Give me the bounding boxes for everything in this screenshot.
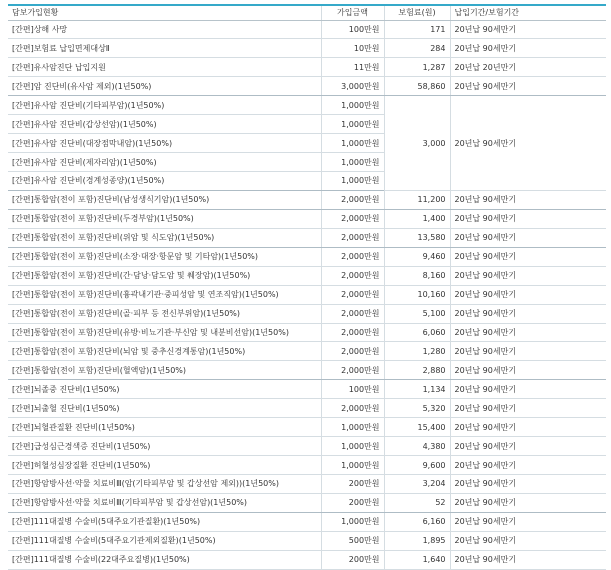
table-row: [8, 512, 606, 531]
coverage-amount: 2,000만원: [321, 209, 384, 228]
coverage-premium: 1,134: [384, 380, 450, 399]
table-row: [8, 228, 606, 247]
coverage-amount: 1,000만원: [321, 172, 384, 191]
coverage-period: 20년납 90세만기: [450, 20, 606, 39]
coverage-period: 20년납 90세만기: [450, 39, 606, 58]
coverage-period: 20년납 90세만기: [450, 475, 606, 494]
coverage-premium: 11,200: [384, 190, 450, 209]
table-row: [8, 323, 606, 342]
coverage-amount: 2,000만원: [321, 190, 384, 209]
coverage-premium: 284: [384, 39, 450, 58]
table-row: [8, 361, 606, 380]
coverage-premium: 52: [384, 493, 450, 512]
coverage-name: [간편]통합암(전이 포함)진단비(소장·대장·항문암 및 기타암)(1년50%): [8, 247, 321, 266]
table-row: [8, 531, 606, 550]
table-row: [8, 209, 606, 228]
table-row: [8, 399, 606, 418]
coverage-premium: 4,380: [384, 437, 450, 456]
table-row: [8, 247, 606, 266]
coverage-name: [간편]유사암 진단비(제자리암)(1년50%): [8, 153, 321, 172]
coverage-premium: 13,580: [384, 228, 450, 247]
coverage-period: 20년납 90세만기: [450, 456, 606, 475]
coverage-name: [간편]뇌졸중 진단비(1년50%): [8, 380, 321, 399]
coverage-amount: 2,000만원: [321, 228, 384, 247]
coverage-amount: 10만원: [321, 39, 384, 58]
table-row: [8, 342, 606, 361]
coverage-amount: 100만원: [321, 20, 384, 39]
coverage-name: [간편]통합암(전이 포함)진단비(골·피부 등 전신부위암)(1년50%): [8, 304, 321, 323]
coverage-premium: 58,860: [384, 77, 450, 96]
coverage-name: [간편]111대질병 수술비(22대주요질병)(1년50%): [8, 550, 321, 569]
coverage-name: [간편]통합암(전이 포함)진단비(유방·비뇨기관·부신암 및 내분비선암)(1년50%): [8, 323, 321, 342]
coverage-amount: 200만원: [321, 550, 384, 569]
coverage-amount: 1,000만원: [321, 153, 384, 172]
table-row: [8, 418, 606, 437]
header-amount: 가입금액: [321, 5, 384, 20]
coverage-amount: 1,000만원: [321, 418, 384, 437]
coverage-name: [간편]급성심근경색증 진단비(1년50%): [8, 437, 321, 456]
coverage-period: 20년납 90세만기: [450, 190, 606, 209]
coverage-amount: 1,000만원: [321, 134, 384, 153]
coverage-amount: 500만원: [321, 531, 384, 550]
coverage-premium: 10,160: [384, 285, 450, 304]
coverage-name: [간편]유사암 진단비(갑상선암)(1년50%): [8, 115, 321, 134]
coverage-premium: 8,160: [384, 266, 450, 285]
coverage-name: [간편]항암방사선·약물 치료비Ⅲ(암(기타피부암 및 갑상선암 제외))(1년50%): [8, 475, 321, 494]
coverage-amount: 11만원: [321, 58, 384, 77]
header-period: 납입기간/보험기간: [450, 5, 606, 20]
coverage-table: [8, 4, 606, 570]
coverage-premium: 1,640: [384, 550, 450, 569]
coverage-name: [간편]항암방사선·약물 치료비Ⅲ(기타피부암 및 갑상선암)(1년50%): [8, 493, 321, 512]
coverage-period: 20년납 20년만기: [450, 58, 606, 77]
coverage-amount: 2,000만원: [321, 361, 384, 380]
table-header-row: [8, 5, 606, 20]
coverage-amount: 3,000만원: [321, 77, 384, 96]
table-row: [8, 77, 606, 96]
coverage-period: 20년납 90세만기: [450, 247, 606, 266]
coverage-period: 20년납 90세만기: [450, 323, 606, 342]
coverage-name: [간편]허혈성심장질환 진단비(1년50%): [8, 456, 321, 475]
coverage-name: [간편]통합암(전이 포함)진단비(간·담낭·담도암 및 췌장암)(1년50%): [8, 266, 321, 285]
coverage-period-merged: 20년납 90세만기: [450, 96, 606, 191]
table-row: [8, 304, 606, 323]
coverage-amount: 2,000만원: [321, 247, 384, 266]
coverage-premium: 1,400: [384, 209, 450, 228]
coverage-name: [간편]암 진단비(유사암 제외)(1년50%): [8, 77, 321, 96]
coverage-premium-merged: 3,000: [384, 96, 450, 191]
header-premium: 보험료(원): [384, 5, 450, 20]
coverage-period: 20년납 90세만기: [450, 361, 606, 380]
coverage-premium: 3,204: [384, 475, 450, 494]
coverage-name: [간편]상해 사망: [8, 20, 321, 39]
table-row: [8, 39, 606, 58]
coverage-period: 20년납 90세만기: [450, 342, 606, 361]
coverage-amount: 200만원: [321, 475, 384, 494]
table-row: [8, 550, 606, 569]
coverage-name: [간편]통합암(전이 포함)진단비(흉곽내기관·중피성암 및 연조직암)(1년50%): [8, 285, 321, 304]
coverage-period: 20년납 90세만기: [450, 380, 606, 399]
table-row: [8, 96, 606, 115]
coverage-amount: 2,000만원: [321, 342, 384, 361]
coverage-period: 20년납 90세만기: [450, 266, 606, 285]
coverage-name: [간편]통합암(전이 포함)진단비(혈액암)(1년50%): [8, 361, 321, 380]
coverage-name: [간편]보험료 납입면제대상Ⅱ: [8, 39, 321, 58]
coverage-premium: 9,600: [384, 456, 450, 475]
coverage-premium: 15,400: [384, 418, 450, 437]
coverage-amount: 100만원: [321, 380, 384, 399]
coverage-premium: 171: [384, 20, 450, 39]
coverage-period: 20년납 90세만기: [450, 418, 606, 437]
coverage-name: [간편]111대질병 수술비(5대주요기관제외질환)(1년50%): [8, 531, 321, 550]
coverage-premium: 9,460: [384, 247, 450, 266]
table-row: [8, 58, 606, 77]
coverage-name: [간편]유사암 진단비(기타피부암)(1년50%): [8, 96, 321, 115]
table-row: [8, 285, 606, 304]
coverage-period: 20년납 90세만기: [450, 285, 606, 304]
coverage-amount: 1,000만원: [321, 512, 384, 531]
coverage-amount: 1,000만원: [321, 456, 384, 475]
coverage-name: [간편]유사암진단 납입지원: [8, 58, 321, 77]
table-row: [8, 475, 606, 494]
coverage-premium: 1,895: [384, 531, 450, 550]
coverage-period: 20년납 90세만기: [450, 228, 606, 247]
coverage-amount: 2,000만원: [321, 285, 384, 304]
coverage-amount: 2,000만원: [321, 304, 384, 323]
coverage-name: [간편]뇌출혈 진단비(1년50%): [8, 399, 321, 418]
coverage-amount: 2,000만원: [321, 399, 384, 418]
table-row: [8, 20, 606, 39]
coverage-premium: 5,100: [384, 304, 450, 323]
coverage-premium: 1,287: [384, 58, 450, 77]
coverage-amount: 2,000만원: [321, 323, 384, 342]
header-coverage: 담보가입현황: [8, 5, 321, 20]
coverage-amount: 2,000만원: [321, 266, 384, 285]
coverage-amount: 200만원: [321, 493, 384, 512]
coverage-name: [간편]유사암 진단비(경계성종양)(1년50%): [8, 172, 321, 191]
coverage-period: 20년납 90세만기: [450, 437, 606, 456]
table-row: [8, 190, 606, 209]
coverage-amount: 1,000만원: [321, 115, 384, 134]
coverage-period: 20년납 90세만기: [450, 304, 606, 323]
coverage-name: [간편]통합암(전이 포함)진단비(두경부암)(1년50%): [8, 209, 321, 228]
table-row: [8, 380, 606, 399]
table-row: [8, 266, 606, 285]
table-row: [8, 456, 606, 475]
coverage-period: 20년납 90세만기: [450, 550, 606, 569]
coverage-amount: 1,000만원: [321, 96, 384, 115]
coverage-period: 20년납 90세만기: [450, 493, 606, 512]
coverage-premium: 6,060: [384, 323, 450, 342]
coverage-premium: 1,280: [384, 342, 450, 361]
coverage-name: [간편]유사암 진단비(대장점막내암)(1년50%): [8, 134, 321, 153]
coverage-name: [간편]통합암(전이 포함)진단비(뇌암 및 중추신경계통암)(1년50%): [8, 342, 321, 361]
coverage-name: [간편]111대질병 수술비(5대주요기관질환)(1년50%): [8, 512, 321, 531]
coverage-period: 20년납 90세만기: [450, 512, 606, 531]
table-row: [8, 493, 606, 512]
coverage-name: [간편]통합암(전이 포함)진단비(남성생식기암)(1년50%): [8, 190, 321, 209]
coverage-period: 20년납 90세만기: [450, 531, 606, 550]
coverage-premium: 2,880: [384, 361, 450, 380]
coverage-amount: 1,000만원: [321, 437, 384, 456]
table-row: [8, 437, 606, 456]
coverage-period: 20년납 90세만기: [450, 77, 606, 96]
coverage-name: [간편]통합암(전이 포함)진단비(위암 및 식도암)(1년50%): [8, 228, 321, 247]
coverage-period: 20년납 90세만기: [450, 399, 606, 418]
coverage-name: [간편]뇌혈관질환 진단비(1년50%): [8, 418, 321, 437]
coverage-period: 20년납 90세만기: [450, 209, 606, 228]
coverage-premium: 6,160: [384, 512, 450, 531]
coverage-premium: 5,320: [384, 399, 450, 418]
